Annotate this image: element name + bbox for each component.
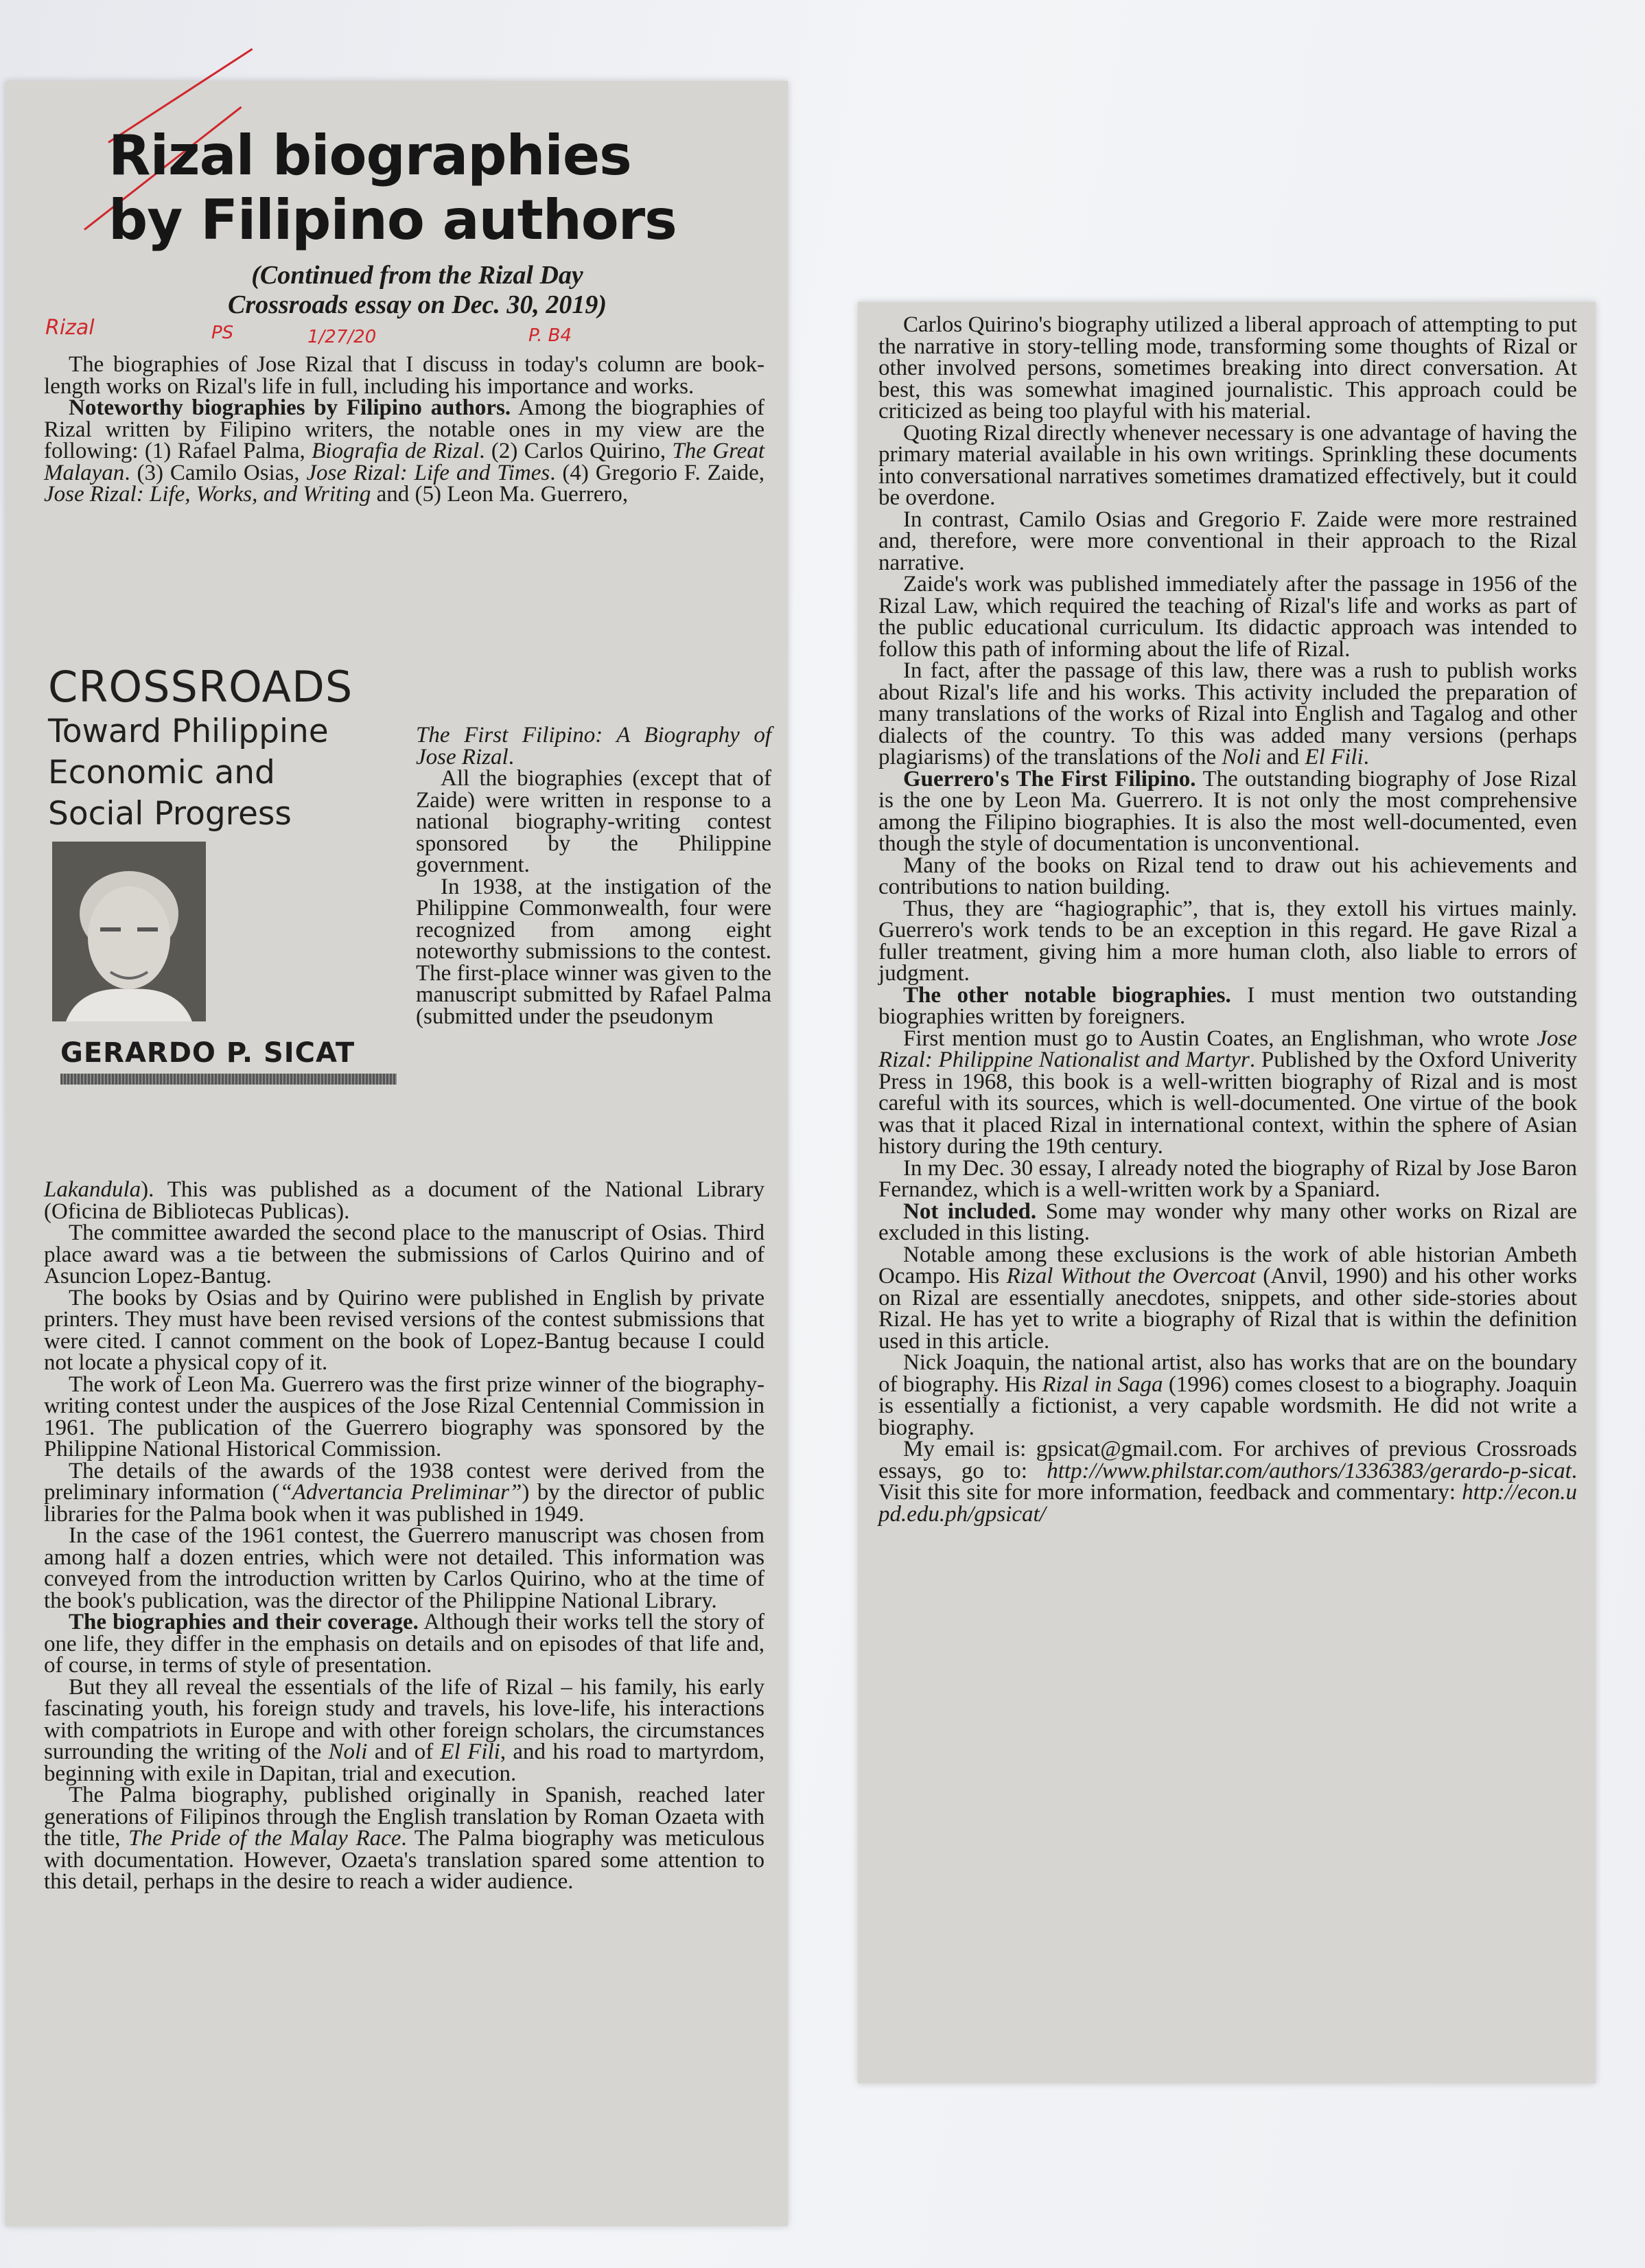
paragraph <box>878 1201 1577 1245</box>
text-run: ). This was published as a document of the National Library (Oficina de Bibliotecas Publicas). <box>44 1177 765 1224</box>
column-logo <box>48 663 405 835</box>
text-run: But they all reveal the essentials of the life of Rizal – his family, his early fascinating youth, his foreign study and travels, his love-life, his interactions with compatriots in Europe and with other foreign scholars, the circumstances surrounding the writing of the <box>44 1674 765 1764</box>
paragraph: In contrast, Camilo Osias and Gregorio F. Zaide were more restrained and, therefore, were more conventional in their approach to the Rizal narrative. <box>878 507 1577 575</box>
byline-rule <box>60 1074 397 1085</box>
text-run: and <box>1261 745 1305 769</box>
text-run: Among the biographies of Rizal written by Filipino writers, the notable ones in my view are the following: (1) Rafael Palma, <box>44 395 765 463</box>
headline-line: Rizal biographies <box>108 124 631 187</box>
text-run: The Palma biography, published originally in Spanish, reached later generations of Filipinos through the English translation by Roman Ozaeta with the title, <box>44 1783 765 1851</box>
text-run: (1996) comes closest to a biography. Joaquin is essentially a fictionist, a very capable wordsmith. He did not write a biography. <box>878 1372 1577 1440</box>
subhead: Noteworthy biographies by Filipino authors. <box>69 395 511 420</box>
annotation-page: P. B4 <box>528 325 572 346</box>
text-run: The details of the awards of the 1938 contest were derived from the preliminary information ( <box>44 1458 765 1505</box>
text-run: First mention must go to Austin Coates, an Englishman, who wrote <box>903 1026 1537 1051</box>
dek-line: Crossroads essay on Dec. 30, 2019) <box>227 290 607 319</box>
book-title: Rizal in Saga <box>1042 1372 1163 1397</box>
annotation-section: PS <box>211 323 234 343</box>
book-title: The Great Malayan <box>44 439 765 485</box>
paragraph <box>878 766 1577 856</box>
text-run: The outstanding biography of Jose Rizal is the one by Leon Ma. Guerrero. It is not only the most comprehensive among the Filipino biographies. It is also the most well-documented, even though the style of documentation is unconventional. <box>878 766 1577 856</box>
paragraph: The committee awarded the second place to the manuscript of Osias. Third place award was a tie between the submissions of Carlos Quirino and of Asuncion Lopez-Bantug. <box>44 1220 765 1288</box>
right-column <box>878 314 1577 1525</box>
paragraph <box>878 1352 1577 1439</box>
text-run: Although their works tell the story of one life, they differ in the emphasis on details and on episodes of that life and, of course, in terms of style of presentation. <box>44 1610 765 1678</box>
intro-block <box>44 354 765 506</box>
dek-line: (Continued from the Rizal Day <box>251 261 583 290</box>
column-tagline: Social Progress <box>48 795 292 833</box>
paragraph <box>878 982 1577 1029</box>
paragraph: Carlos Quirino's biography utilized a liberal approach of attempting to put the narrative in story-telling mode, transforming some thoughts of Rizal or other involved persons, sometimes breaking into direct conversation. At best, this was somewhat imagined journalistic. This approach could be criticized as being too playful with his material. <box>878 312 1577 424</box>
book-title: The First Filipino: A Biography of Jose Rizal <box>416 723 771 769</box>
text-run: . (2) Carlos Quirino, <box>479 439 673 463</box>
paragraph <box>878 1439 1577 1525</box>
book-title: Noli <box>1222 745 1261 769</box>
paragraph: Thus, they are “hagiographic”, that is, they extoll his virtues mainly. Guerrero's work tends to be an exception in this regard. He gave Rizal a fuller treatment, giving him a more human cloth, also liable to errors of judgment. <box>878 896 1577 986</box>
text-run: . <box>508 744 514 769</box>
clipping-right <box>858 302 1596 2083</box>
text-run: . Visit this site for more information, feedback and commentary: <box>878 1458 1577 1505</box>
paragraph: In the case of the 1961 contest, the Guerrero manuscript was chosen from among half a dozen entries, which were not detailed. This information was conveyed from the introduction written by Carlos Quirino, who at the time of the book's publication, was the director of the Philippine National Library. <box>44 1523 765 1613</box>
feedback-url: http://econ.upd.edu.ph/gpsicat/ <box>878 1480 1577 1527</box>
paragraph: In 1938, at the instigation of the Philippine Commonwealth, four were recognized from among eight noteworthy submissions to the contest. The first-place winner was given to the manuscript submitted by Rafael Palma (submitted under the pseudonym <box>416 874 771 1029</box>
paragraph <box>44 1179 765 1223</box>
paragraph: The work of Leon Ma. Guerrero was the first prize winner of the biography-writing contest under the auspices of the Jose Rizal Centennial Commission in 1961. The publication of the Guerrero biography was sponsored by the Philippine National Historical Commission. <box>44 1372 765 1461</box>
text-run: Notable among these exclusions is the work of able historian Ambeth Ocampo. His <box>878 1242 1577 1288</box>
book-title: Rizal Without the Overcoat <box>1006 1264 1256 1288</box>
subhead: Not included. <box>903 1199 1037 1224</box>
annotation-date: 1/27/20 <box>307 327 377 347</box>
text-run: In fact, after the passage of this law, there was a rush to publish works about Rizal's life and his works. This activity included the preparation of many translations of the works of Rizal into English and Tagalog and other dialects of the country. To this was added many versions (perhaps plagiarisms) of the translations of the <box>878 658 1577 769</box>
paragraph <box>416 725 771 768</box>
paragraph: The biographies of Jose Rizal that I discuss in today's column are book-length works on Rizal's life in full, including his importance and works. <box>44 352 765 399</box>
column-tagline: Toward Philippine <box>48 713 329 750</box>
paragraph: Many of the books on Rizal tend to draw out his achievements and contributions to nation building. <box>878 853 1577 899</box>
text-run: (Anvil, 1990) and his other works on Rizal are essentially anecdotes, snippets, and other side-stories about Rizal. He has yet to write a biography of Rizal that is within the definition used in this article. <box>878 1264 1577 1354</box>
continuation-block <box>44 1179 765 1893</box>
paragraph <box>44 1674 765 1786</box>
book-title: Jose Rizal: Life and Times <box>306 460 550 485</box>
annotation-subject: Rizal <box>45 316 95 340</box>
archive-url: http://www.philstar.com/authors/1336383/gerardo-p-sicat <box>1047 1458 1572 1483</box>
book-title: El Fili <box>440 1739 500 1764</box>
text-run: . <box>1363 745 1369 769</box>
text-run: I must mention two outstanding biographies written by foreigners. <box>878 982 1577 1029</box>
paragraph <box>44 397 765 506</box>
book-title: “Advertancia Preliminar” <box>279 1480 522 1505</box>
text-run: Nick Joaquin, the national artist, also has works that are on the boundary of biography. His <box>878 1350 1577 1397</box>
subhead: Guerrero's The First Filipino. <box>903 766 1196 791</box>
text-run: . (3) Camilo Osias, <box>124 460 307 485</box>
narrow-column <box>416 725 771 1028</box>
text-run: . The Palma biography was meticulous with documentation. However, Ozaeta's translation spared some attention to this detail, perhaps in the desire to reach a wider audience. <box>44 1826 765 1894</box>
column-brand: CROSSROADS <box>48 662 353 712</box>
paragraph: All the biographies (except that of Zaide) were written in response to a national biography-writing contest sponsored by the Philippine government. <box>416 766 771 877</box>
book-title: El Fili <box>1305 745 1364 769</box>
paragraph <box>878 1242 1577 1354</box>
headline <box>108 124 726 253</box>
paragraph: In my Dec. 30 essay, I already noted the biography of Rizal by Jose Baron Fernandez, which is a well-written work by a Spaniard. <box>878 1155 1577 1202</box>
column-tagline: Economic and <box>48 754 275 791</box>
text-run: . (4) Gregorio F. Zaide, <box>550 460 765 485</box>
clipping-left <box>5 81 788 2226</box>
book-title: Jose Rizal: Life, Works, and Writing <box>44 482 371 507</box>
author-byline: GERARDO P. SICAT <box>60 1037 355 1069</box>
paragraph <box>878 1028 1577 1158</box>
paragraph <box>44 1612 765 1677</box>
book-title: Noli <box>328 1739 368 1764</box>
dek <box>170 261 664 320</box>
paragraph: Zaide's work was published immediately after the passage in 1956 of the Rizal Law, which required the teaching of Rizal's life and works as part of the public educational curriculum. Its didactic approach was intended to follow this path of informing about the life of Rizal. <box>878 572 1577 662</box>
text-run: and of <box>367 1739 441 1764</box>
headline-line: by Filipino authors <box>108 188 677 252</box>
paragraph <box>878 660 1577 769</box>
subhead: The other notable biographies. <box>903 982 1231 1008</box>
author-portrait-icon <box>52 842 206 1021</box>
paragraph: Quoting Rizal directly whenever necessary is one advantage of having the primary material available in his own writings. Sprinkling these documents into conversational narratives sometimes dramatized effectively, but it could be overdone. <box>878 420 1577 510</box>
pseudonym: Lakandula <box>44 1177 141 1202</box>
text-run: and (5) Leon Ma. Guerrero, <box>371 482 629 507</box>
book-title: Biografia de Rizal <box>312 439 480 463</box>
text-run: . Published by the Oxford Univerity Press in 1968, this book is a well-written biography of Rizal and is most careful with its sources, which is well-documented. One virtue of the book was that it placed Rizal in international context, within the sphere of Asian history during the 19th century. <box>878 1048 1577 1159</box>
subhead: The biographies and their coverage. <box>69 1610 419 1634</box>
text-run: , and his road to martyrdom, beginning with exile in Dapitan, trial and execution. <box>44 1739 765 1786</box>
paragraph <box>44 1785 765 1893</box>
text-run: Some may wonder why many other works on Rizal are excluded in this listing. <box>878 1199 1577 1245</box>
text-run: ) by the director of public libraries for the Palma book when it was published in 1949. <box>44 1480 765 1527</box>
text-run: My email is: gpsicat@gmail.com. For archives of previous Crossroads essays, go to: <box>878 1437 1577 1483</box>
paragraph <box>44 1458 765 1527</box>
book-title: Jose Rizal: Philippine Nationalist and Martyr <box>878 1026 1577 1072</box>
author-photo <box>52 842 206 1021</box>
paragraph: The books by Osias and by Quirino were published in English by private printers. They must have been revised versions of the contest submissions that were cited. I cannot comment on the book of Lopez-Bantug because I could not locate a physical copy of it. <box>44 1285 765 1375</box>
book-title: The Pride of the Malay Race <box>128 1826 401 1851</box>
